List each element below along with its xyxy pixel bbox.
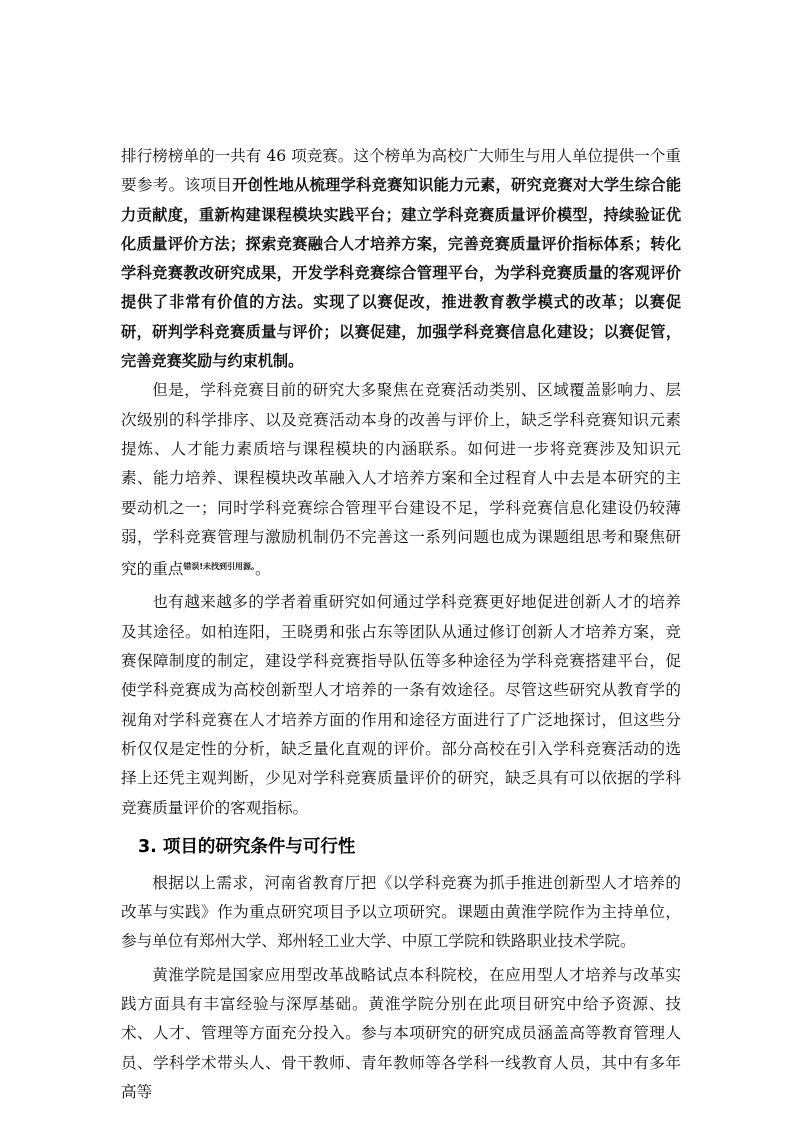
paragraph-intro-bold: 开创性地从梳理学科竞赛知识能力元素，研究竞赛对大学生综合能力贡献度，重新构建课程模块实践平台；建立学科竞赛质量评价模型，持续验证优化质量评价方法；探索竞赛融合人才培养方案，完善竞赛质量评价指标体系；转化学科竞赛教改研究成果，开发学科竞赛综合管理平台，为学科竞赛质量的客观评价提供了非常有价值的方法。实现了以赛促改，推进教育教学模式的改革；以赛促研，研判学科竞赛质量与评价；以赛促建，加强学科竞赛信息化建设；以赛促管，完善竞赛奖励与约束机制。 (121, 176, 681, 371)
section-heading-3: 3. 项目的研究条件与可行性 (138, 836, 356, 857)
paragraph-end-mark: 。 (255, 560, 271, 579)
paragraph-research-gap (121, 376, 681, 584)
body-text (121, 142, 681, 1107)
paragraph-huanghuai: 黄淮学院是国家应用型改革战略试点本科院校，在应用型人才培养与改革实践方面具有丰富经验与深厚基础。黄淮学院分别在此项目研究中给予资源、技术、人才、管理等方面充分投入。参与本项研究的研究成员涵盖高等教育管理人员、学科学术带头人、骨干教师、青年教师等各学科一线教育人员，其中有多年高等 (121, 965, 681, 1101)
paragraph-intro (121, 142, 681, 376)
paragraph-research-gap-text: 但是，学科竞赛目前的研究大多聚焦在竞赛活动类别、区域覆盖影响力、层次级别的科学排序、以及竞赛活动本身的改善与评价上，缺乏学科竞赛知识元素提炼、人才能力素质培与课程模块的内涵联系。如何进一步将竞赛涉及知识元素、能力培养、课程模块改革融入人才培养方案和全过程育人中去是本研究的主要动机之一；同时学科竞赛综合管理平台建设不足，学科竞赛信息化建设仍较薄弱，学科竞赛管理与激励机制仍不完善这一系列问题也成为课题组思考和聚焦研究的重点 (121, 381, 681, 579)
paragraph-intro-text: 排行榜榜单的一共有 46 项竞赛。这个榜单为高校广大师生与用人单位提供一个重要参考。该项目 (121, 147, 681, 195)
paragraph-scholars: 也有越来越多的学者着重研究如何通过学科竞赛更好地促进创新人才的培养及其途径。如柏连阳，王晓勇和张占东等团队从通过修订创新人才培养方案，竞赛保障制度的制定，建设学科竞赛指导队伍等多种途径为学科竞赛搭建平台，促使学科竞赛成为高校创新型人才培养的一条有效途径。尽管这些研究从教育学的视角对学科竞赛在人才培养方面的作用和途径方面进行了广泛地探讨，但这些分析仅仅是定性的分析，缺乏量化直观的评价。部分高校在引入学科竞赛活动的选择上还凭主观判断，少见对学科竞赛质量评价的研究，缺乏具有可以依据的学科竞赛质量评价的客观指标。 (121, 593, 681, 817)
paragraph-project-approval: 根据以上需求，河南省教育厅把《以学科竞赛为抓手推进创新型人才培养的改革与实践》作为重点研究项目予以立项研究。课题由黄淮学院作为主持单位，参与单位有郑州大学、郑州轻工业大学、中原工学院和铁路职业技术学院。 (121, 873, 681, 951)
citation-error-ref: 错误!未找到引用源。 (183, 562, 256, 572)
